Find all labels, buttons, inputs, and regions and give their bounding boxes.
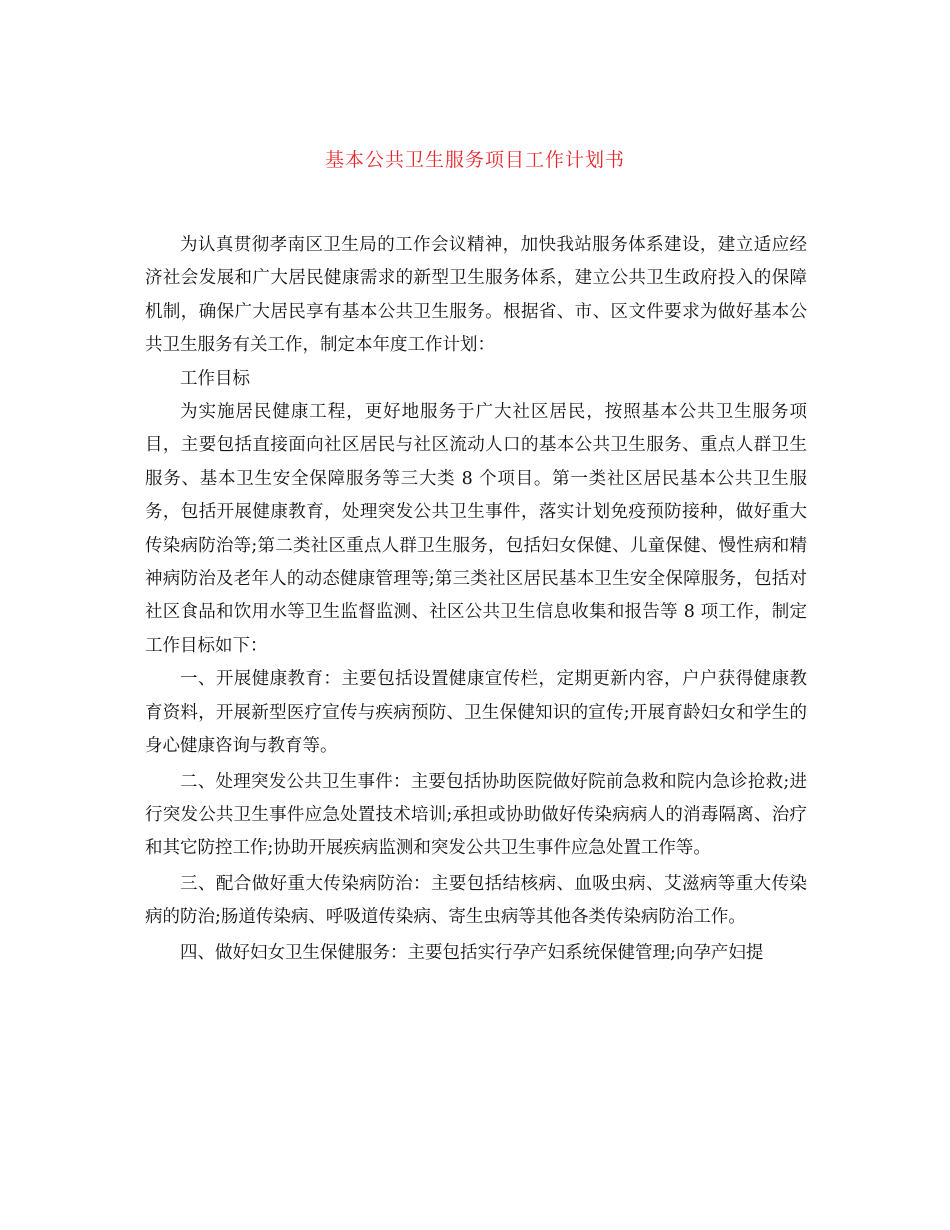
item-3-infectious-disease-control: 三、配合做好重大传染病防治：主要包括结核病、血吸虫病、艾滋病等重大传染病的防治;肠道传染病、呼吸道传染病、寄生虫病等其他各类传染病防治工作。 — [145, 873, 807, 928]
item-2-public-health-emergencies: 二、处理突发公共卫生事件：主要包括协助医院做好院前急救和院内急诊抢救;进行突发公共卫生事件应急处置技术培训;承担或协助做好传染病病人的消毒隔离、治疗和其它防控工作;协助开展疾病监测和突发公共卫生事件应急处置工作等。 — [145, 771, 807, 859]
item-4-women-health-care: 四、做好妇女卫生保健服务：主要包括实行孕产妇系统保健管理;向孕产妇提 — [180, 942, 764, 963]
document-body — [145, 229, 807, 970]
goals-paragraph: 为实施居民健康工程，更好地服务于广大社区居民，按照基本公共卫生服务项目，主要包括直接面向社区居民与社区流动人口的基本公共卫生服务、重点人群卫生服务、基本卫生安全保障服务等三大类 8 个项目。第一类社区居民基本公共卫生服务，包括开展健康教育，处理突发公共卫生事件，落实计划免疫预防接种，做好重大传染病防治等;第二类社区重点人群卫生服务，包括妇女保健、儿童保健、慢性病和精神病防治及老年人的动态健康管理等;第三类社区居民基本卫生安全保障服务，包括对社区食品和饮用水等卫生监督监测、社区公共卫生信息收集和报告等 8 项工作，制定工作目标如下： — [145, 402, 807, 656]
intro-paragraph: 为认真贯彻孝南区卫生局的工作会议精神，加快我站服务体系建设，建立适应经济社会发展和广大居民健康需求的新型卫生服务体系，建立公共卫生政府投入的保障机制，确保广大居民享有基本公共卫生服务。根据省、市、区文件要求为做好基本公共卫生服务有关工作，制定本年度工作计划： — [145, 235, 807, 356]
item-1-health-education: 一、开展健康教育：主要包括设置健康宣传栏，定期更新内容，户户获得健康教育资料，开展新型医疗宣传与疾病预防、卫生保健知识的宣传;开展育龄妇女和学生的身心健康咨询与教育等。 — [145, 669, 807, 757]
section-heading-goals: 工作目标 — [180, 368, 250, 389]
document-title: 基本公共卫生服务项目工作计划书 — [324, 149, 625, 171]
